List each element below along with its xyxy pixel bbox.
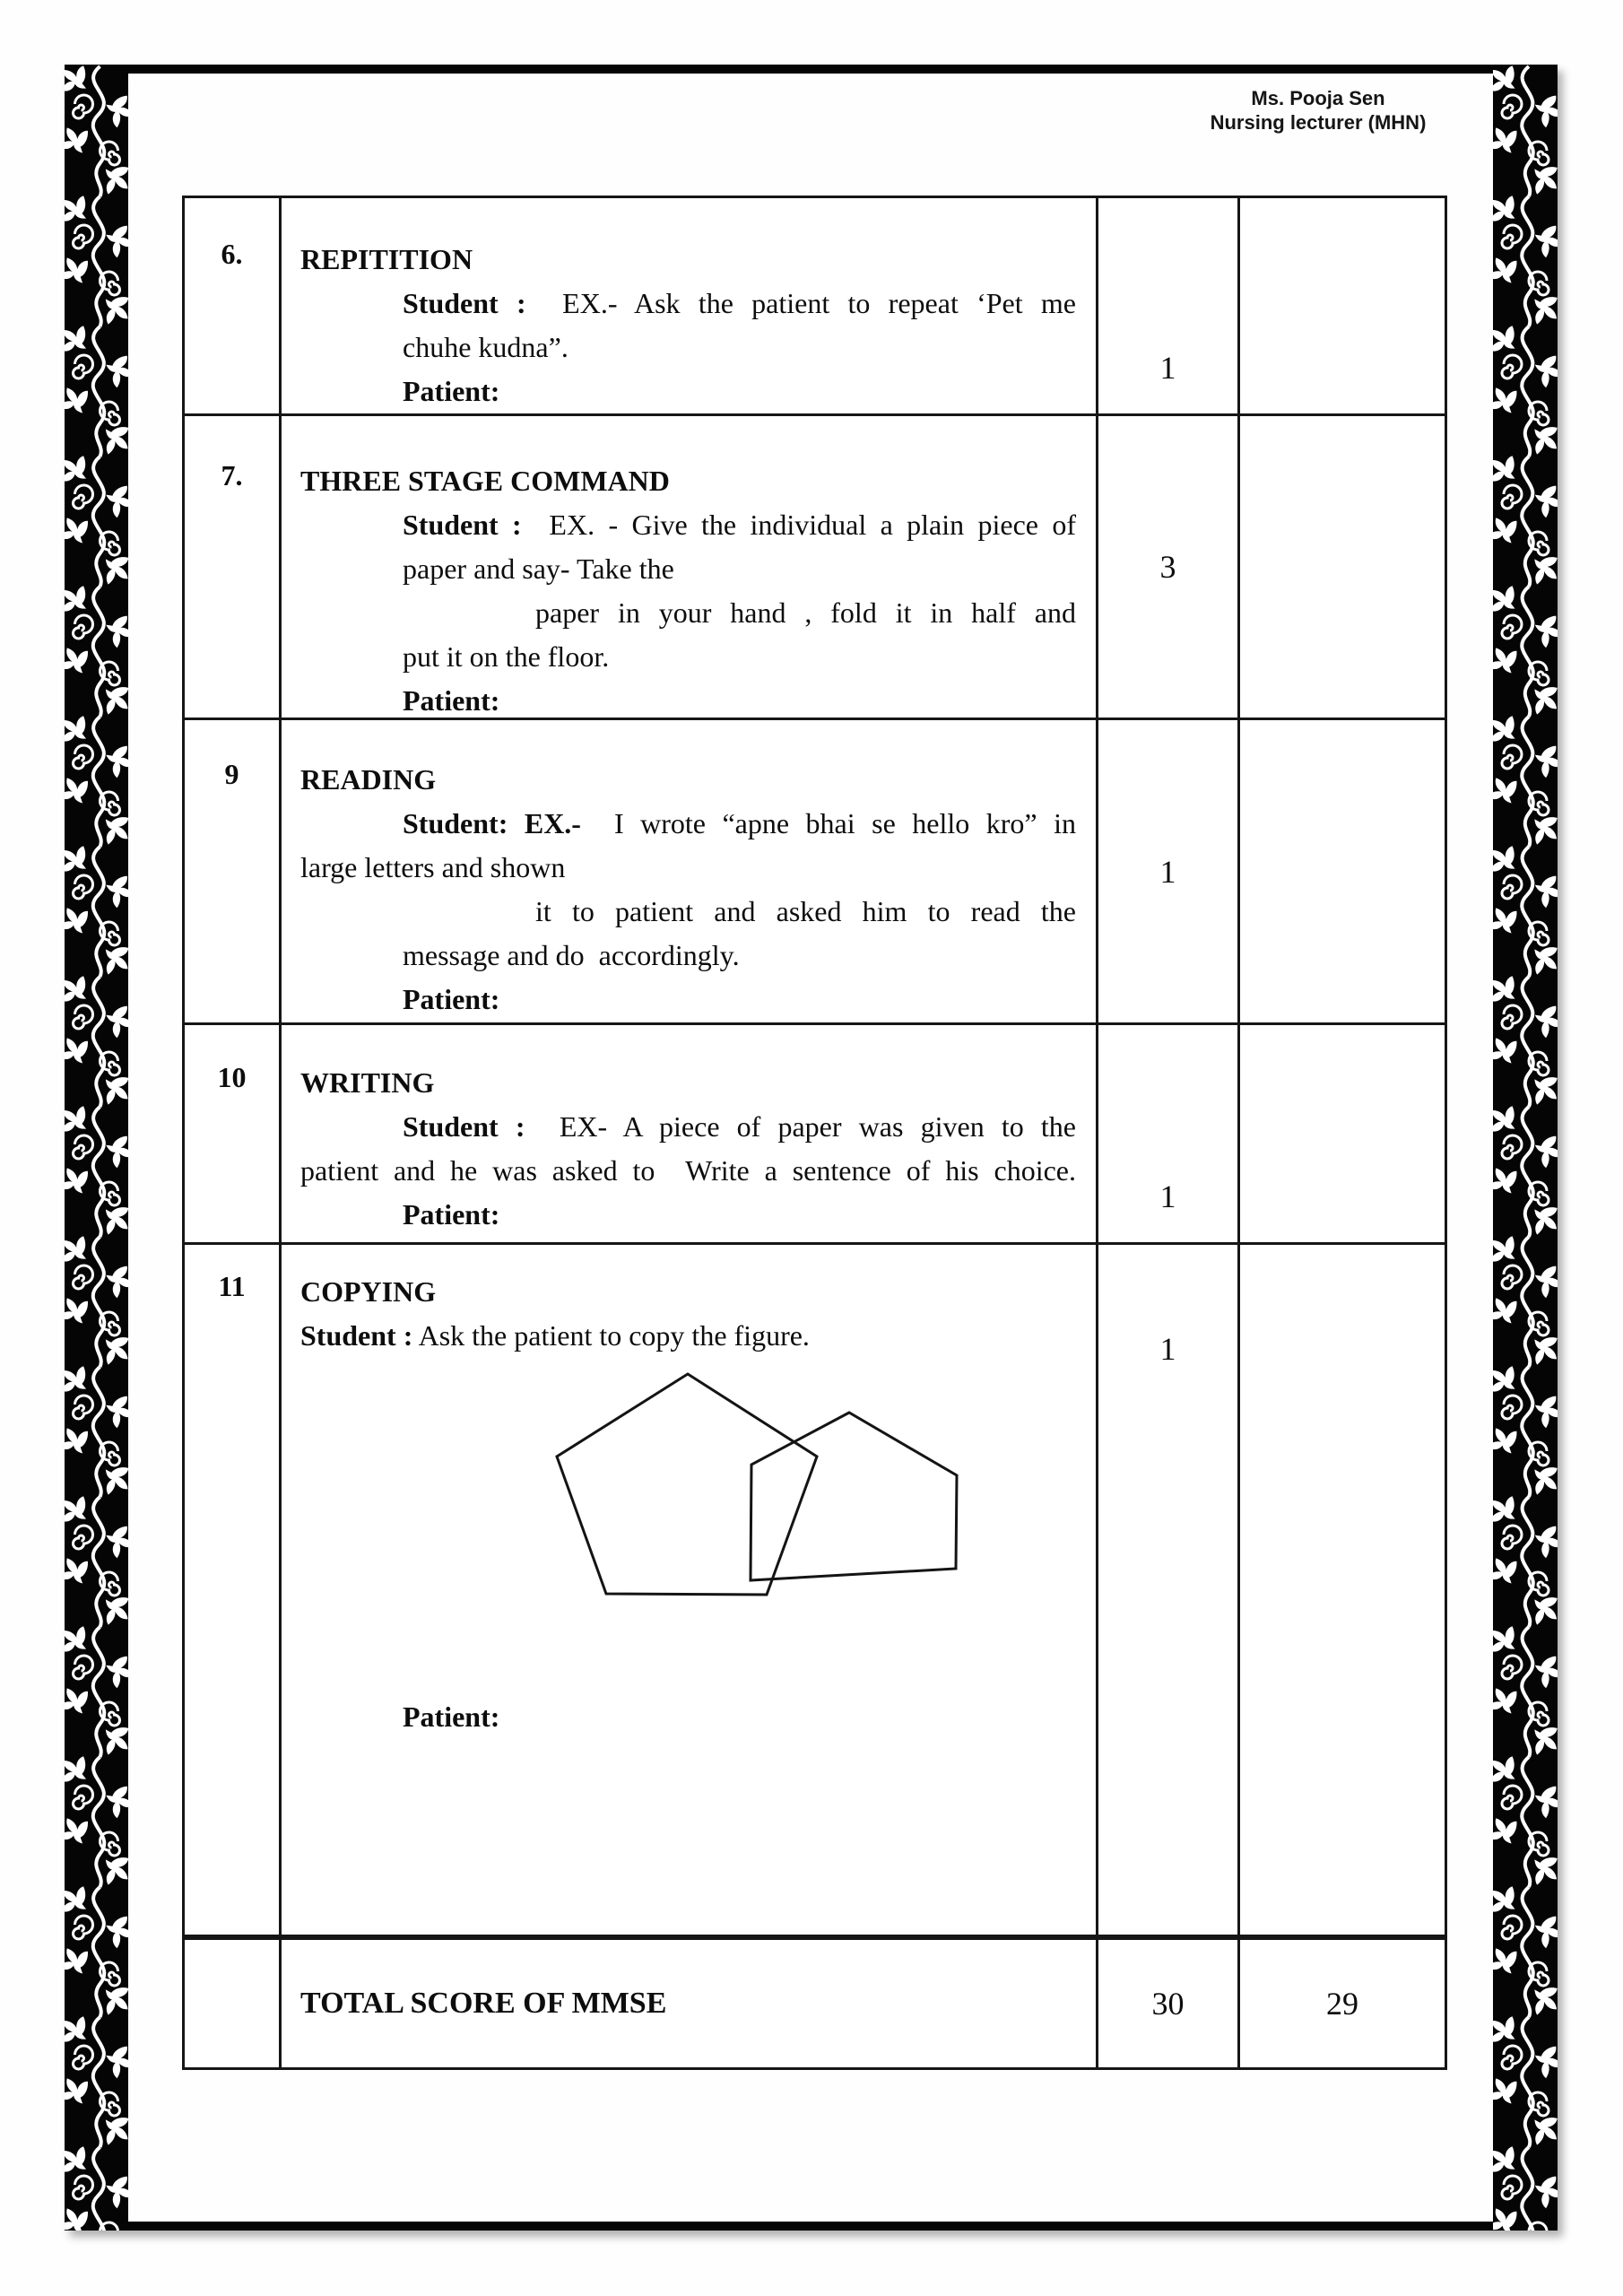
text-line (403, 978, 1076, 1022)
bold-text-segment: Patient: (403, 1700, 500, 1733)
border-top-strip (65, 65, 1558, 74)
obtained-score-cell (1240, 1025, 1445, 1245)
max-score-value: 1 (1159, 1178, 1176, 1214)
overlapping-pentagons-drawing (541, 1363, 969, 1609)
bold-text-segment: Patient: (403, 1198, 500, 1231)
max-score-value: 1 (1159, 350, 1176, 386)
text-segment: message and do accordingly. (403, 939, 740, 971)
total-row-spacer (185, 1937, 282, 2067)
max-score-value: 3 (1159, 549, 1176, 585)
obtained-score-cell (1240, 416, 1445, 720)
bold-text-segment: COPYING (300, 1275, 437, 1308)
mmse-table (182, 196, 1447, 2070)
text-segment: put it on the floor. (403, 640, 610, 673)
text-segment: large letters and shown (300, 851, 566, 883)
text-line (403, 934, 1076, 978)
row-content (282, 720, 1098, 1025)
text-line (403, 635, 1076, 679)
bold-text-segment: Patient: (403, 684, 500, 717)
row-content (282, 1245, 1098, 1937)
max-score-value: 1 (1159, 1331, 1176, 1367)
text-line (300, 1061, 1076, 1105)
text-line (300, 758, 1076, 802)
text-line (403, 282, 1076, 326)
max-score-cell (1098, 720, 1240, 1025)
text-line (300, 1149, 1076, 1193)
total-obtained-score: 29 (1240, 1937, 1445, 2067)
text-segment: paper in your hand , fold it in half and (535, 596, 1076, 629)
text-line (403, 1193, 1076, 1237)
obtained-score-cell (1240, 1245, 1445, 1937)
text-line (300, 1270, 1076, 1314)
text-line (403, 679, 1076, 720)
text-line (403, 547, 1076, 591)
text-line (300, 459, 1076, 503)
text-line (403, 370, 1076, 413)
max-score-cell (1098, 416, 1240, 720)
row-number: 9 (185, 720, 282, 1025)
row-number: 7. (185, 416, 282, 720)
max-score-cell (1098, 1025, 1240, 1245)
floral-border-right (1493, 65, 1558, 2231)
text-segment: EX.- Ask the patient to repeat ‘Pet me (525, 287, 1077, 319)
text-line (300, 1314, 1076, 1358)
author-role: Nursing lecturer (MHN) (1210, 111, 1427, 134)
row-content (282, 198, 1098, 416)
pentagon-figure (541, 1363, 969, 1609)
bold-text-segment: REPITITION (300, 243, 473, 275)
obtained-score-cell (1240, 198, 1445, 416)
text-line (403, 326, 1076, 370)
max-score-cell (1098, 1245, 1240, 1937)
text-segment: Ask the patient to copy the figure. (412, 1319, 810, 1352)
bold-text-segment: Student : (403, 509, 522, 541)
text-line (403, 802, 1076, 846)
text-segment: it to patient and asked him to read the (535, 895, 1076, 927)
text-segment: EX. - Give the individual a plain piece of (521, 509, 1077, 541)
bold-text-segment: Student: EX.- (403, 807, 581, 839)
row-number: 11 (185, 1245, 282, 1937)
total-label: TOTAL SCORE OF MMSE (282, 1937, 1098, 2067)
header-block (1094, 86, 1542, 135)
bold-text-segment: Student : (403, 1110, 525, 1143)
text-segment: patient and he was asked to Write a sentence of his choice. (300, 1154, 1076, 1187)
text-line (403, 1695, 1076, 1739)
text-line (403, 1105, 1076, 1149)
row-number: 6. (185, 198, 282, 416)
text-segment: I wrote “apne bhai se hello kro” in (580, 807, 1077, 839)
text-line (403, 503, 1076, 547)
text-line (300, 238, 1076, 282)
bold-text-segment: THREE STAGE COMMAND (300, 465, 670, 497)
text-line (300, 846, 1076, 890)
text-line (535, 890, 1076, 934)
bold-text-segment: READING (300, 763, 437, 796)
bold-text-segment: Patient: (403, 983, 500, 1015)
bold-text-segment: Student : (300, 1319, 413, 1352)
border-bottom-strip (65, 2222, 1558, 2231)
row-content (282, 416, 1098, 720)
text-segment: chuhe kudna”. (403, 331, 568, 363)
row-content (282, 1025, 1098, 1245)
obtained-score-cell (1240, 720, 1445, 1025)
text-line (535, 591, 1076, 635)
bold-text-segment: Student : (403, 287, 526, 319)
text-segment: EX- A piece of paper was given to the (525, 1110, 1077, 1143)
max-score-value: 1 (1159, 853, 1176, 890)
text-segment: paper and say- Take the (403, 552, 674, 585)
author-name: Ms. Pooja Sen (1251, 87, 1385, 109)
bold-text-segment: Patient: (403, 375, 500, 407)
floral-border-left (65, 65, 128, 2231)
row-number: 10 (185, 1025, 282, 1245)
total-max-score: 30 (1098, 1937, 1240, 2067)
max-score-cell (1098, 198, 1240, 416)
bold-text-segment: WRITING (300, 1066, 435, 1099)
left-pentagon (557, 1374, 817, 1595)
